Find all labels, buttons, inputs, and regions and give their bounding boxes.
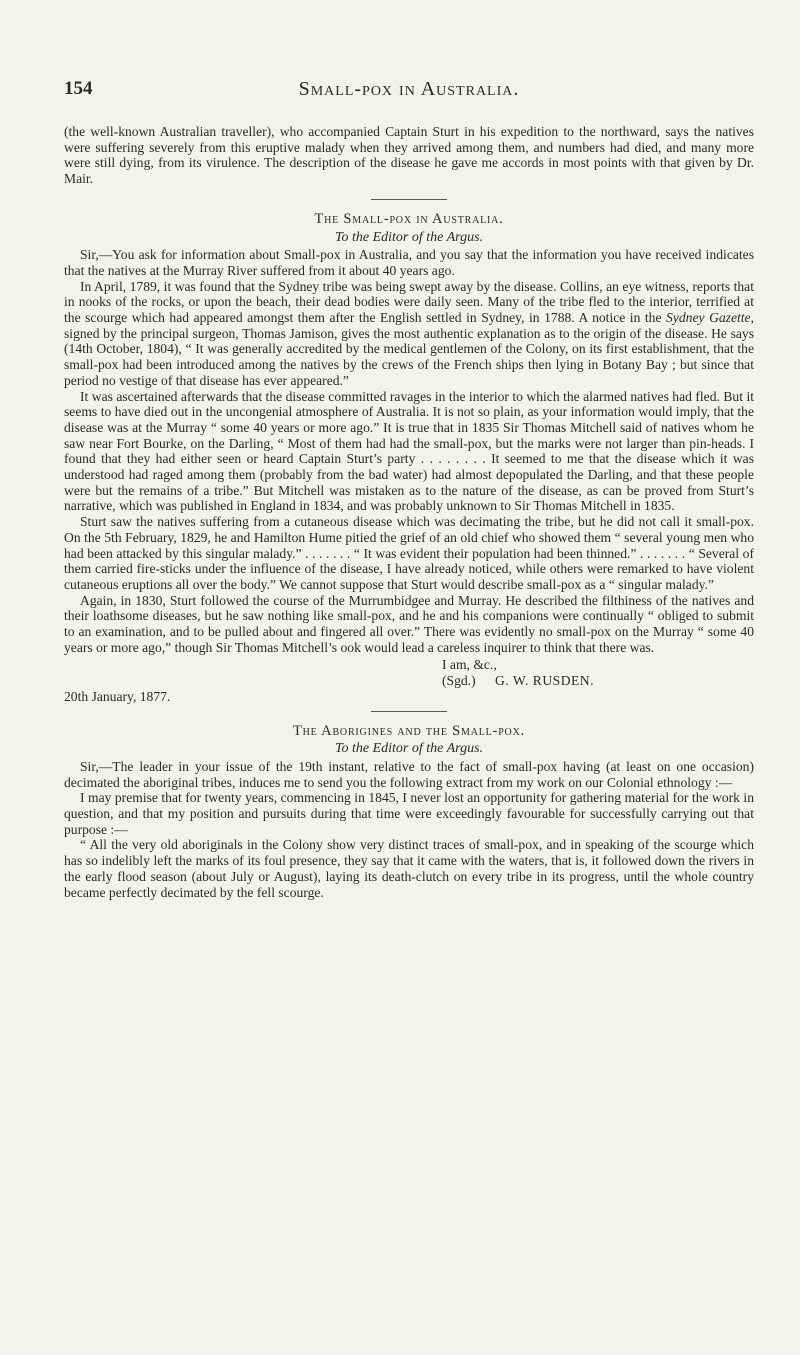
running-head bbox=[64, 78, 754, 106]
section-divider-2 bbox=[371, 711, 447, 712]
letter1-paragraph-2-start: In April, 1789, it was found that the Sydney tribe was being swept away by the disease. Collins, an eye witness, reports that in nooks of the rocks, or upon the beach, their dead bodies were daily seen. Many of the tribe fled to the interior, terrified at the scourge which had appeared amongst them after the English settled in Sydney, in 1788. A notice in the bbox=[64, 278, 754, 326]
letter1-paragraph-2-end: , signed by the principal surgeon, Thomas Jamison, gives the most authentic explanation as to the origin of the disease. He says (14th October, 1804), “ It was generally accredited by the medical gentlemen of the Colony, on its first establishment, that the small-pox had been introduced among the natives by the crews of the French ships then lying in Botany Bay ; but since that period no vestige of that disease has ever appeared.” bbox=[64, 310, 754, 388]
running-title: Small-pox in Australia. bbox=[298, 78, 520, 100]
opening-paragraph: (the well-known Australian traveller), who accompanied Captain Sturt in his expedition to the northward, says the natives were suffering severely from this eruptive malady when they arrived among them, and numbers had died, and many more were still dying, from its virulence. The description of the disease he gave me accords in most points with that given by Dr. Mair. bbox=[64, 124, 754, 187]
letter1-signoff bbox=[64, 657, 754, 705]
signer-name: G. W. RUSDEN. bbox=[495, 672, 595, 688]
letter1-addressee: To the Editor of the Argus. bbox=[334, 229, 484, 245]
letter-date: 20th January, 1877. bbox=[64, 688, 171, 704]
newspaper-title: Sydney Gazette bbox=[666, 310, 751, 326]
signed-mark: (Sgd.) bbox=[442, 672, 476, 688]
letter1-paragraph-3: It was ascertained afterwards that the disease committed ravages in the interior to which the alarmed natives had fled. But it seems to have died out in the uncongenial atmosphere of Australia. It is not so plain, as your information would imply, that the disease was at the Murray “ some 40 years or more ago.” It is true that in 1835 Sir Thomas Mitchell said of natives whom he saw near Fort Bourke, on the Darling, “ Most of them had had the small-pox, but the marks were not larger than pin-heads. I found that they had either seen or heard Captain Sturt’s party . . . . . . . . It seemed to me that the disease which it was understood had raged among them (probably from the bad water) had almost depopulated the Darling, and that these people were but the remains of a tribe.” But Mitchell was mistaken as to the nature of the disease, as can be proved from Sturt’s narrative, which was published in England in 1834, and was probably unknown to Sir Thomas Mitchell in 1835. bbox=[64, 388, 754, 514]
letter2-paragraph-3: “ All the very old aboriginals in the Colony show very distinct traces of small-pox, and in speaking of the scourge which has so indelibly left the marks of its foul presence, they say that it came with the waters, that is, it followed down the rivers in the early flood season (about July or August), laying its death-clutch on every tribe in its progress, until the whole country became perfectly decimated by the fell scourge. bbox=[64, 837, 754, 900]
closing-salutation: I am, &c., bbox=[442, 656, 497, 672]
letter1-title: The Small-pox in Australia. bbox=[314, 210, 504, 227]
letter1-paragraph-2 bbox=[64, 279, 754, 389]
letter2-addressee: To the Editor of the Argus. bbox=[334, 741, 484, 757]
section-divider bbox=[371, 199, 447, 200]
letter2-title: The Aborigines and the Small-pox. bbox=[292, 722, 526, 739]
body-text bbox=[64, 124, 754, 900]
letter2-paragraph-2: I may premise that for twenty years, commencing in 1845, I never lost an opportunity for gathering material for the work in question, and that my position and pursuits during that time were exceedingly favourable for successfully carrying out that purpose :— bbox=[64, 790, 754, 837]
letter2-paragraph-1: Sir,—The leader in your issue of the 19th instant, relative to the fact of small-pox having (at least on one occasion) decimated the aboriginal tribes, induces me to send you the following extract from my work on our Colonial ethnology :— bbox=[64, 758, 754, 790]
letter1-paragraph-1: Sir,—You ask for information about Small-pox in Australia, and you say that the information you have received indicates that the natives at the Murray River suffered from it about 40 years ago. bbox=[64, 247, 754, 278]
letter1-paragraph-4: Sturt saw the natives suffering from a cutaneous disease which was decimating the tribe, but he did not call it small-pox. On the 5th February, 1829, he and Hamilton Hume pitied the grief of an old chief who showed them “ several young men who had been attacked by this singular malady.” . . . . . . . “ It was evident their population had been thinned.” . . . . . . . “ Several of them carried fire-sticks under the influence of the disease, I have already noticed, while others were remarked to have violent cutaneous eruptions all over the body.” We cannot suppose that Sturt would describe small-pox as a “ singular malady.” bbox=[64, 514, 754, 592]
page-number: 154 bbox=[64, 78, 93, 99]
letter1-paragraph-5: Again, in 1830, Sturt followed the course of the Murrumbidgee and Murray. He described the filthiness of the natives and their loathsome diseases, but he saw nothing like small-pox, and he and his companions were continually “ obliged to submit to an examination, and to be pulled about and fingered all over.” There was evidently no small-pox on the Murray “ some 40 years or more ago,” though Sir Thomas Mitchell’s ook would lead a careless inquirer to think that there was. bbox=[64, 592, 754, 655]
